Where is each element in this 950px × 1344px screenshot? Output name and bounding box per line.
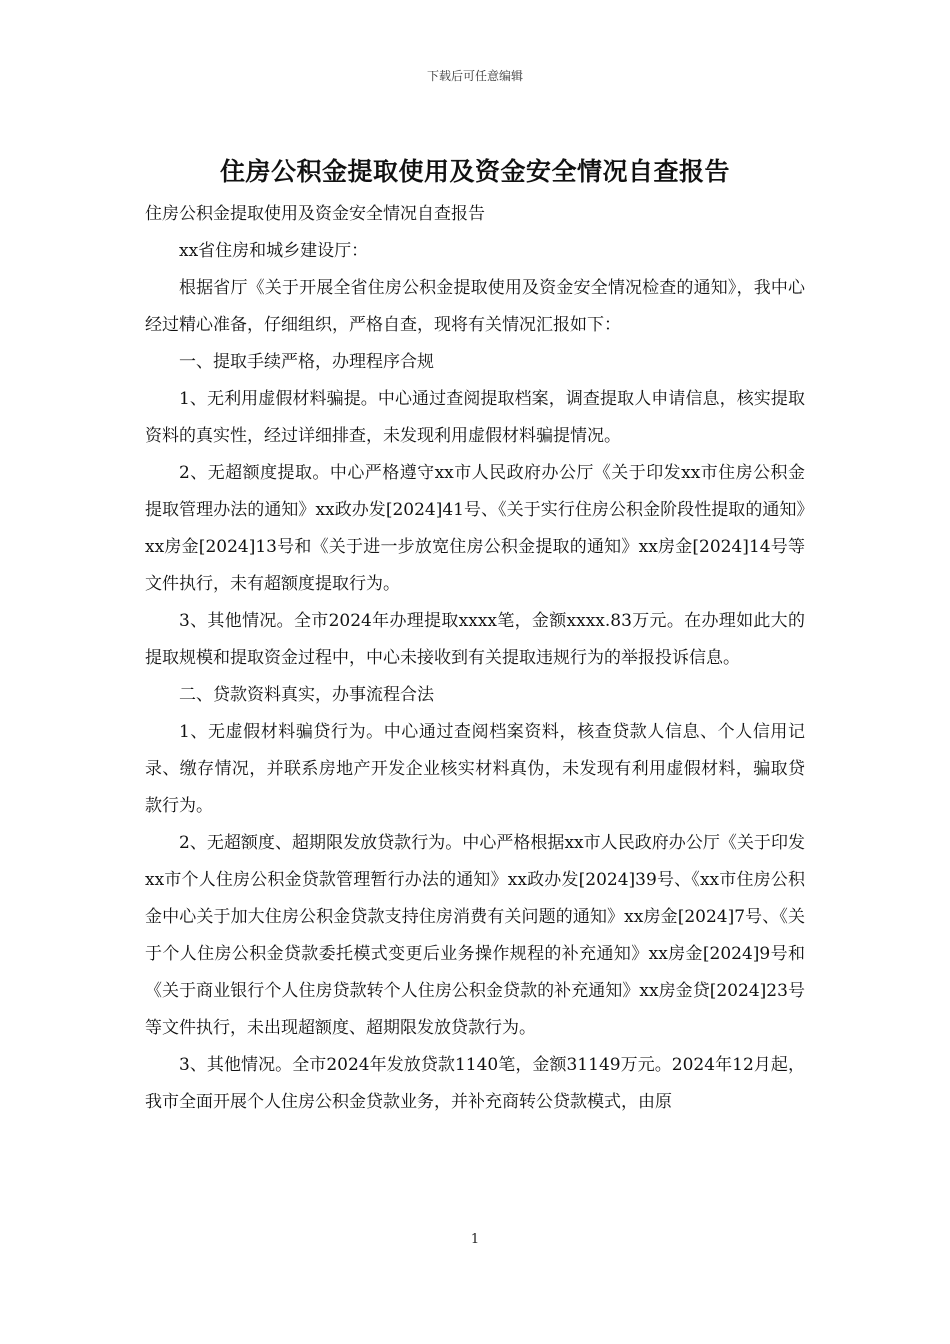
document-title: 住房公积金提取使用及资金安全情况自查报告 <box>219 157 730 186</box>
paragraph-1-1: 1、无利用虚假材料骗提。中心通过查阅提取档案，调查提取人申请信息，核实提取资料的真实性，经过详细排查，未发现利用虚假材料骗提情况。 <box>145 389 805 446</box>
paragraph-intro: 根据省厅《关于开展全省住房公积金提取使用及资金安全情况检查的通知》，我中心经过精心准备，仔细组织，严格自查，现将有关情况汇报如下： <box>145 278 805 335</box>
paragraph-recipient: xx省住房和城乡建设厅： <box>179 241 369 261</box>
paragraph-2-2: 2、无超额度、超期限发放贷款行为。中心严格根据xx市人民政府办公厅《关于印发xx市个人住房公积金贷款管理暂行办法的通知》xx政办发[2024]39号、《xx市住房公积金中心关于加大住房公积金贷款支持住房消费有关问题的通知》xx房金[2024]7号、《关于个人住房公积金贷款委托模式变更后业务操作规程的补充通知》xx房金[2024]9号和《关于商业银行个人住房贷款转个人住房公积金贷款的补充通知》xx房金贷[2024]23号等文件执行，未出现超额度、超期限发放贷款行为。 <box>145 833 805 1038</box>
paragraph-1-3: 3、其他情况。全市2024年办理提取xxxx笔，金额xxxx.83万元。在办理如此大的提取规模和提取资金过程中，中心未接收到有关提取违规行为的举报投诉信息。 <box>145 611 805 668</box>
section-heading-2: 二、贷款资料真实，办事流程合法 <box>179 685 434 705</box>
document-body <box>145 196 805 1121</box>
paragraph-2-3: 3、其他情况。全市2024年发放贷款1140笔，金额31149万元。2024年12月起，我市全面开展个人住房公积金贷款业务，并补充商转公贷款模式，由原 <box>145 1055 805 1112</box>
page-number: 1 <box>470 1232 480 1247</box>
header-note: 下载后可任意编辑 <box>426 69 523 83</box>
document-subtitle: 住房公积金提取使用及资金安全情况自查报告 <box>145 204 485 224</box>
section-heading-1: 一、提取手续严格，办理程序合规 <box>179 352 434 372</box>
paragraph-1-2: 2、无超额度提取。中心严格遵守xx市人民政府办公厅《关于印发xx市住房公积金提取管理办法的通知》xx政办发[2024]41号、《关于实行住房公积金阶段性提取的通知》xx房金[2024]13号和《关于进一步放宽住房公积金提取的通知》xx房金[2024]14号等文件执行，未有超额度提取行为。 <box>145 463 805 594</box>
paragraph-2-1: 1、无虚假材料骗贷行为。中心通过查阅档案资料，核查贷款人信息、个人信用记录、缴存情况，并联系房地产开发企业核实材料真伪，未发现有利用虚假材料，骗取贷款行为。 <box>145 722 805 816</box>
